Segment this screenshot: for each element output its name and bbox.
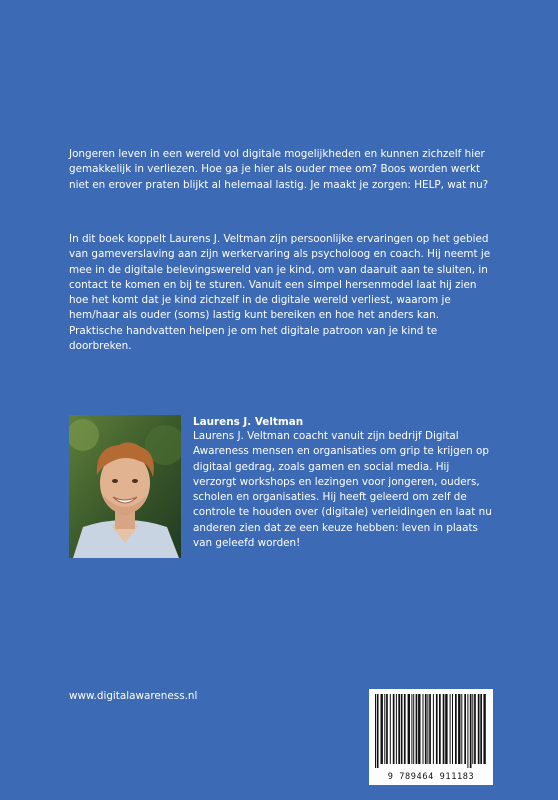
intro-paragraph-1: Jongeren leven in een wereld vol digitale mogelijkheden en kunnen zichzelf hier gemakkelijk in verliezen. Hoe ga je hier als ouder mee om? Boos worden werkt niet en erover praten blijkt al helemaal lastig. Je maakt je zorgen: HELP, wat nu? xyxy=(69,148,489,191)
barcode-bar xyxy=(401,694,403,764)
barcode-bar xyxy=(429,694,431,764)
barcode-bar xyxy=(381,694,383,764)
author-photo xyxy=(69,415,181,558)
barcode-bar xyxy=(480,694,482,764)
isbn-digits: 9 789464 911183 xyxy=(387,772,475,782)
barcode-bar xyxy=(439,694,441,764)
barcode-bar xyxy=(461,694,462,764)
barcode-bar xyxy=(408,694,410,764)
barcode-bar xyxy=(390,694,391,764)
barcode-bar xyxy=(458,694,460,764)
barcode-bar xyxy=(411,694,412,764)
barcode-bar xyxy=(377,694,379,768)
barcode-bar xyxy=(427,694,428,764)
barcode-bar xyxy=(418,694,420,764)
barcode-bar xyxy=(425,694,427,764)
website-link[interactable]: www.digitalawareness.nl xyxy=(69,690,198,702)
barcode-bar xyxy=(404,694,406,764)
barcode-bar xyxy=(433,694,434,764)
author-name: Laurens J. Veltman xyxy=(193,416,304,428)
barcode-bar xyxy=(413,694,414,764)
author-section xyxy=(193,415,493,551)
barcode-bar xyxy=(472,694,473,764)
barcode-bar xyxy=(470,694,472,768)
barcode-bar xyxy=(474,694,476,764)
intro-paragraph-2: In dit boek koppelt Laurens J. Veltman zijn persoonlijke ervaringen op het gebied van gameverslaving aan zijn werkervaring als psycholoog en coach. Hij neemt je mee in de digitale belevingswereld van je kind, om van daaruit aan te sluiten, in contact te komen en bij te sturen. Vanuit een simpel hersenmodel laat hij zien hoe het komt dat je kind zichzelf in de digitale wereld verliest, waarom je hem/haar als ouder (soms) lastig kunt bereiken en hoe het anders kan. Praktische handvatten helpen je om het digitale patroon van je kind te doorbreken. xyxy=(69,233,491,353)
author-bio: Laurens J. Veltman coacht vanuit zijn bedrijf Digital Awareness mensen en organisaties om grip te krijgen op digitaal gedrag, zoals gamen en social media. Hij verzorgt workshops en lezingen voor jongeren, ouders, scholen en organisaties. Hij heeft geleerd om zelf de controle te houden over (digitale) verleidingen en laat nu anderen zien dat ze een keuze hebben: leven in plaats van geleefd worden! xyxy=(193,430,492,550)
isbn-barcode xyxy=(369,689,493,785)
barcode-bar xyxy=(450,694,451,764)
barcode-bar xyxy=(384,694,385,764)
barcode-bar xyxy=(483,694,485,764)
barcode-bar xyxy=(467,694,468,768)
barcode-bar xyxy=(386,694,388,764)
barcode-bar xyxy=(423,694,424,764)
barcode-bar xyxy=(396,694,397,764)
barcode-bar xyxy=(455,694,457,764)
barcode-bar xyxy=(445,694,447,764)
barcode-bar xyxy=(398,694,400,764)
barcode-bar xyxy=(416,694,418,764)
barcode-bars xyxy=(369,689,493,769)
barcode-bar xyxy=(478,694,480,764)
barcode-bar xyxy=(436,694,438,764)
barcode-bar xyxy=(452,694,453,764)
barcode-bar xyxy=(443,694,445,764)
author-portrait-image xyxy=(69,415,181,558)
barcode-bar xyxy=(375,694,376,768)
barcode-bar xyxy=(464,694,466,764)
barcode-bar xyxy=(393,694,395,764)
